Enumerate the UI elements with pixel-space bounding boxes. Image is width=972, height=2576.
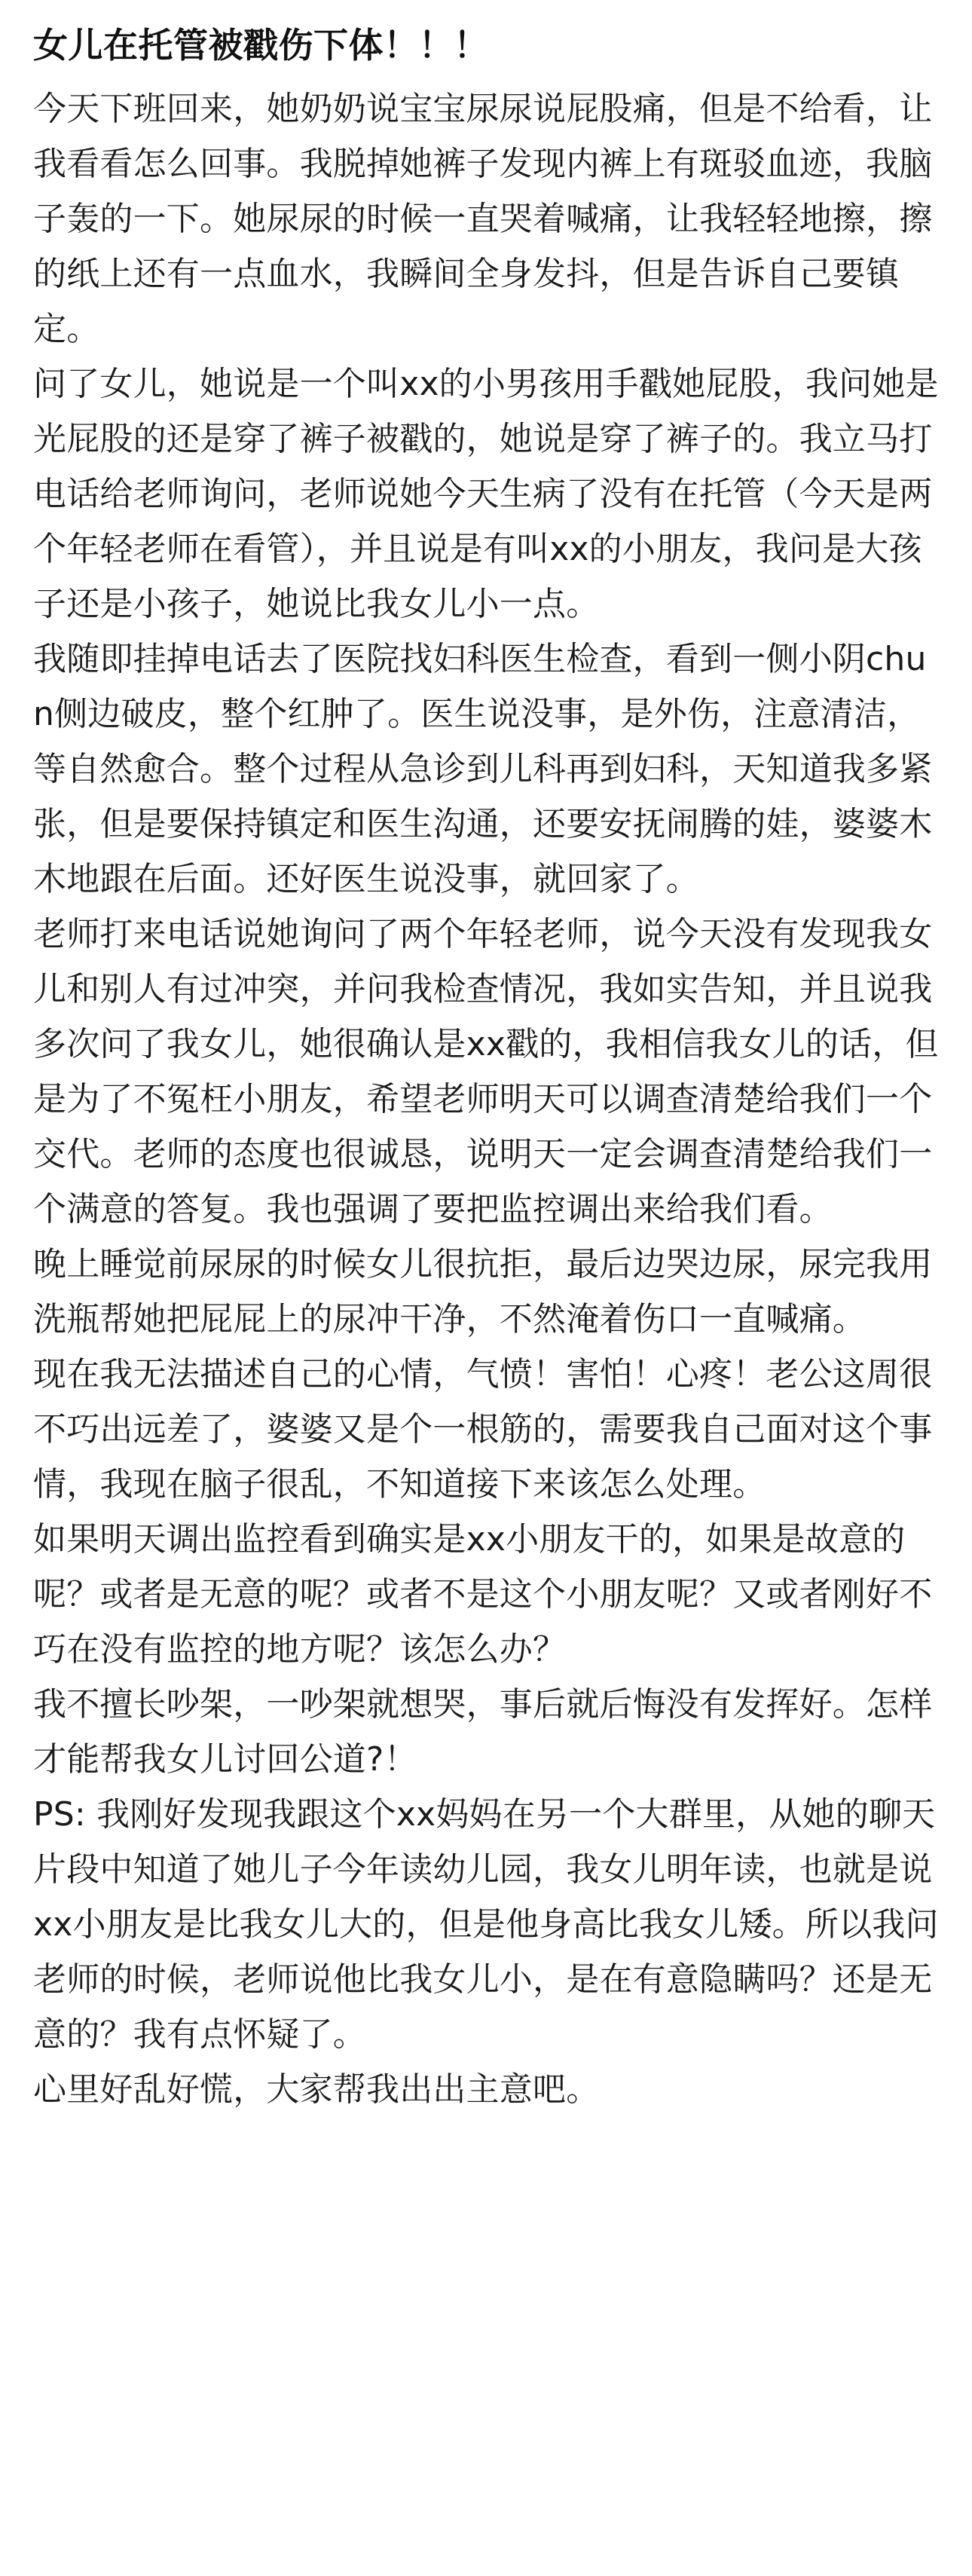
post-paragraph-4: 老师打来电话说她询问了两个年轻老师，说今天没有发现我女儿和别人有过冲突，并问我检查情况，我如实告知，并且说我多次问了我女儿，她很确认是xx戳的，我相信我女儿的话，但是为了不冤枉小朋友，希望老师明天可以调查清楚给我们一个交代。老师的态度也很诚恳，说明天一定会调查清楚给我们一个满意的答复。我也强调了要把监控调出来给我们看。 [33, 915, 939, 1228]
post-paragraph-10: 心里好乱好慌，大家帮我出出主意吧。 [33, 2070, 600, 2109]
post-paragraph-8: 我不擅长吵架，一吵架就想哭，事后就后悔没有发挥好。怎样才能帮我女儿讨回公道?！ [33, 1685, 933, 1779]
post-paragraph-6: 现在我无法描述自己的心情，气愤！害怕！心疼！老公这周很不巧出远差了，婆婆又是个一根筋的，需要我自己面对这个事情，我现在脑子很乱，不知道接下来该怎么处理。 [33, 1355, 933, 1504]
post-paragraph-1: 今天下班回来，她奶奶说宝宝尿尿说屁股痛，但是不给看，让我看看怎么回事。我脱掉她裤子发现内裤上有斑驳血迹，我脑子轰的一下。她尿尿的时候一直哭着喊痛，让我轻轻地擦，擦的纸上还有一点血水，我瞬间全身发抖，但是告诉自己要镇定。 [33, 90, 933, 348]
post-paragraph-3: 我随即挂掉电话去了医院找妇科医生检查，看到一侧小阴chun侧边破皮，整个红肿了。医生说没事，是外伤，注意清洁，等自然愈合。整个过程从急诊到儿科再到妇科，天知道我多紧张，但是要保持镇定和医生沟通，还要安抚闹腾的娃，婆婆木木地跟在后面。还好医生说没事，就回家了。 [33, 640, 933, 898]
post-paragraph-7: 如果明天调出监控看到确实是xx小朋友干的，如果是故意的呢？或者是无意的呢？或者不是这个小朋友呢？又或者刚好不巧在没有监控的地方呢？该怎么办？ [33, 1520, 933, 1669]
post-paragraph-2: 问了女儿，她说是一个叫xx的小男孩用手戳她屁股，我问她是光屁股的还是穿了裤子被戳的，她说是穿了裤子的。我立马打电话给老师询问，老师说她今天生病了没有在托管（今天是两个年轻老师在看管），并且说是有叫xx的小朋友，我问是大孩子还是小孩子，她说比我女儿小一点。 [33, 365, 939, 623]
post-paragraph-5: 晚上睡觉前尿尿的时候女儿很抗拒，最后边哭边尿，尿完我用洗瓶帮她把屁屁上的尿冲干净，不然淹着伤口一直喊痛。 [33, 1245, 933, 1338]
post-paragraph-9: PS: 我刚好发现我跟这个xx妈妈在另一个大群里，从她的聊天片段中知道了她儿子今年读幼儿园，我女儿明年读，也就是说xx小朋友是比我女儿大的，但是他身高比我女儿矮。所以我问老师的时候，老师说他比我女儿小，是在有意隐瞒吗？还是无意的？我有点怀疑了。 [33, 1795, 939, 2054]
post-title: 女儿在托管被戳伤下体！！！ [33, 25, 489, 66]
